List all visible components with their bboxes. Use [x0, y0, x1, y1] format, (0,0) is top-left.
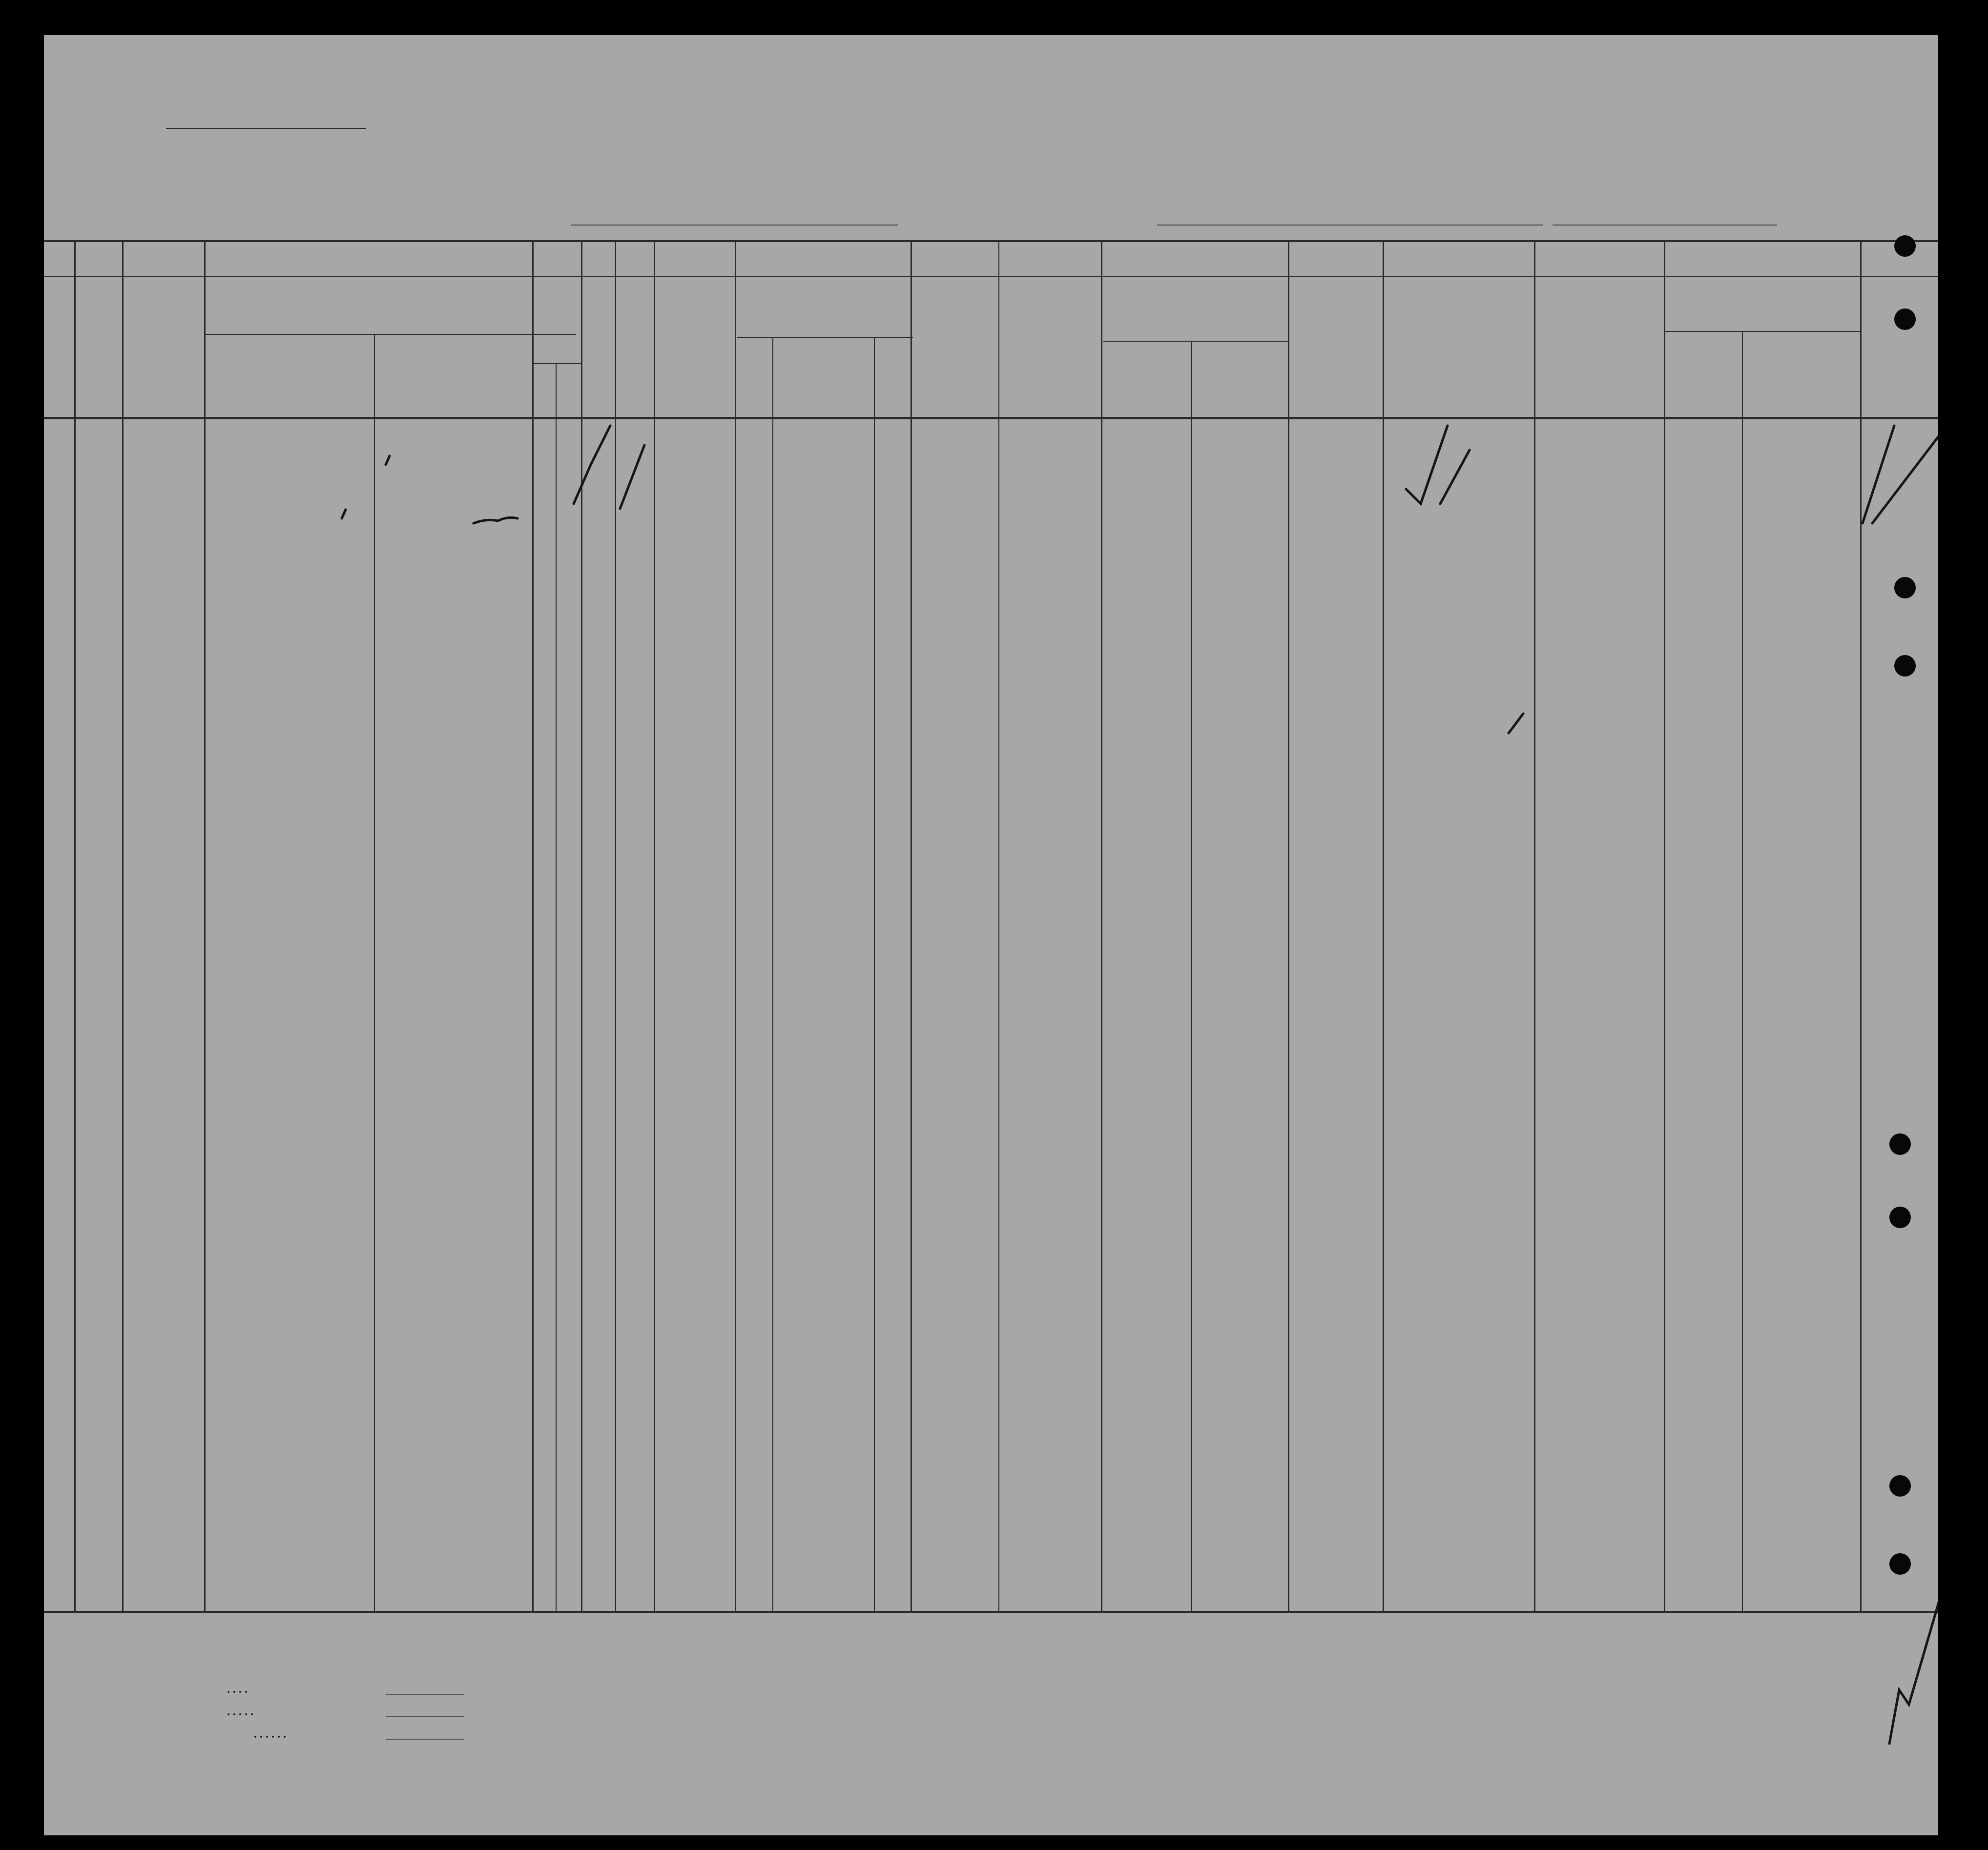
us-citizens-label: . . . . .	[227, 1706, 253, 1718]
binder-hole	[1894, 308, 1916, 330]
binder-hole	[1889, 1553, 1911, 1575]
check-mark-age	[574, 426, 610, 504]
check-mark-footer	[1889, 1587, 1938, 1744]
total-passengers-line	[386, 1694, 464, 1695]
binder-hole	[1894, 655, 1916, 677]
check-mark-married	[620, 445, 644, 509]
check-mark-right-2	[1872, 421, 1938, 523]
binder-hole	[1889, 1207, 1911, 1228]
tick-mark-row-8	[1509, 714, 1523, 733]
handwritten-marks	[44, 35, 1938, 1835]
initials-mark	[474, 517, 518, 523]
aliens-label: . . . . . .	[254, 1728, 286, 1741]
binder-hole	[1889, 1475, 1911, 1497]
binder-hole	[1894, 235, 1916, 257]
tick-mark-row-2	[342, 510, 346, 518]
binder-hole	[1894, 577, 1916, 598]
binder-hole	[1889, 1133, 1911, 1155]
check-mark-issued-2	[1440, 450, 1470, 504]
tick-mark-row-1	[386, 456, 390, 465]
check-mark-right-1	[1863, 426, 1894, 523]
check-mark-issued-1	[1406, 426, 1448, 504]
us-citizens-line	[386, 1716, 464, 1717]
manifest-sheet	[44, 35, 1938, 1835]
total-passengers-label: . . . .	[227, 1683, 248, 1696]
aliens-line	[386, 1739, 464, 1740]
